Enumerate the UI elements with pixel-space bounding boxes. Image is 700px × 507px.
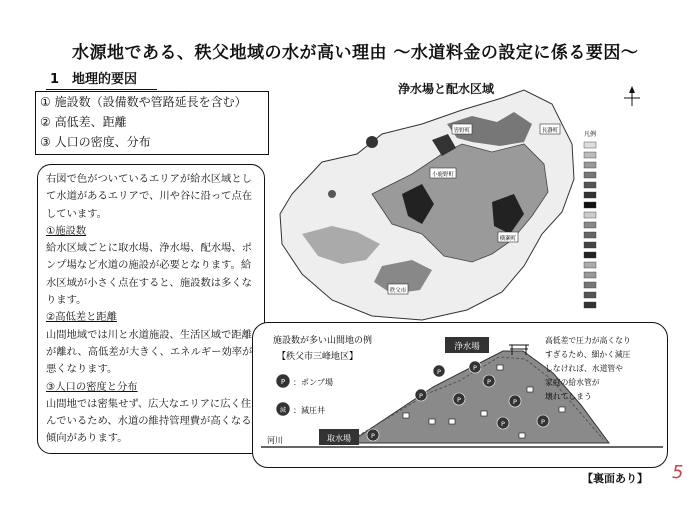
section-underline — [46, 89, 157, 90]
service-area-dot — [366, 136, 378, 148]
north-arrow-icon — [624, 86, 640, 106]
factor-2: ② 高低差、距離 — [40, 115, 127, 129]
pressure-note-line: 家庭の給水管が — [545, 378, 600, 387]
pump-icon: P — [371, 432, 375, 440]
factor-1: ① 施設数（設備数や管路延長を含む） — [40, 95, 247, 109]
page-number: 5 — [672, 462, 684, 483]
intake-label: 取水場 — [327, 434, 351, 443]
pump-legend-symbol: P — [280, 378, 286, 386]
plant-label: 浄水場 — [454, 342, 480, 352]
pump-icon: P — [437, 368, 441, 376]
back-page-note: 【裏面あり】 — [582, 472, 648, 485]
service-area-dot — [328, 190, 336, 198]
pump-icon: P — [513, 398, 517, 406]
pump-icon: P — [457, 396, 461, 404]
explanation-facilities: 給水区域ごとに取水場、浄水場、配水場、ポンプ場など水道の施設が必要となります。給水区域が小さく点在すると、施設数は多くなります。 — [46, 242, 252, 307]
pump-icon: P — [419, 392, 423, 400]
pressure-legend-symbol: 減 — [279, 407, 287, 414]
mountain-diagram — [252, 322, 668, 468]
explanation-heading-population: ③人口の密度と分布 — [46, 380, 138, 393]
pressure-legend-label: ：減圧井 — [293, 406, 325, 415]
place-label-minano: 皆野町 — [453, 128, 471, 134]
place-label-ogano: 小鹿野町 — [431, 172, 455, 178]
pump-legend-label: ：ポンプ場 — [293, 378, 333, 387]
place-label-yokoze: 横瀬町 — [499, 236, 517, 242]
explanation-box — [37, 164, 265, 454]
place-label-nagatoro: 長瀞町 — [541, 128, 559, 134]
pump-icon: P — [541, 418, 545, 426]
place-label-chichibu: 秩父市 — [389, 288, 407, 294]
pressure-note-line: 高低差で圧力が高くなり — [545, 336, 631, 345]
legend-title: 凡例 — [584, 131, 597, 138]
river-label: 河川 — [267, 436, 283, 445]
page-title: 水源地である、秩父地域の水が高い理由 〜水道料金の設定に係る要因〜 — [72, 43, 639, 63]
section-heading — [50, 68, 137, 87]
service-area-map — [262, 84, 642, 328]
explanation-heading-facilities: ①施設数 — [46, 224, 87, 237]
map-title: 浄水場と配水区域 — [398, 82, 495, 96]
mountain-diagram-svg — [253, 323, 667, 467]
pump-icon: P — [487, 378, 491, 386]
mountain-subheading: 【秩父市三峰地区】 — [277, 352, 359, 362]
explanation-elevation: 山間地域では川と水道施設、生活区域で距離が離れ、高低差が大きく、エネルギー効率が悪くなります。 — [46, 328, 253, 376]
explanation-heading-elevation: ②高低差と距離 — [46, 311, 118, 324]
pressure-note-line: 壊れてしまう — [545, 392, 592, 401]
map-legend — [584, 130, 596, 308]
pump-icon: P — [473, 364, 477, 372]
factors-box — [35, 91, 269, 155]
section-heading-text: 1 地理的要因 — [50, 72, 138, 87]
pump-icon: P — [501, 420, 505, 428]
explanation-intro: 右図で色がついているエリアが給水区域として水道があるエリアで、川や谷に沿って点在しています。 — [46, 173, 253, 220]
pressure-note — [545, 335, 633, 401]
pressure-note-line: すぎるため、細かく減圧 — [545, 350, 631, 359]
mountain-heading: 施設数が多い山間地の例 — [273, 336, 373, 346]
explanation-population: 山間地では密集せず、広大なエリアに広く住んでいるため、水道の維持管理費が高くなる傾向があります。 — [46, 397, 252, 445]
pressure-note-line: しなければ、水道管や — [545, 364, 623, 373]
factor-3: ③ 人口の密度、分布 — [40, 135, 151, 149]
